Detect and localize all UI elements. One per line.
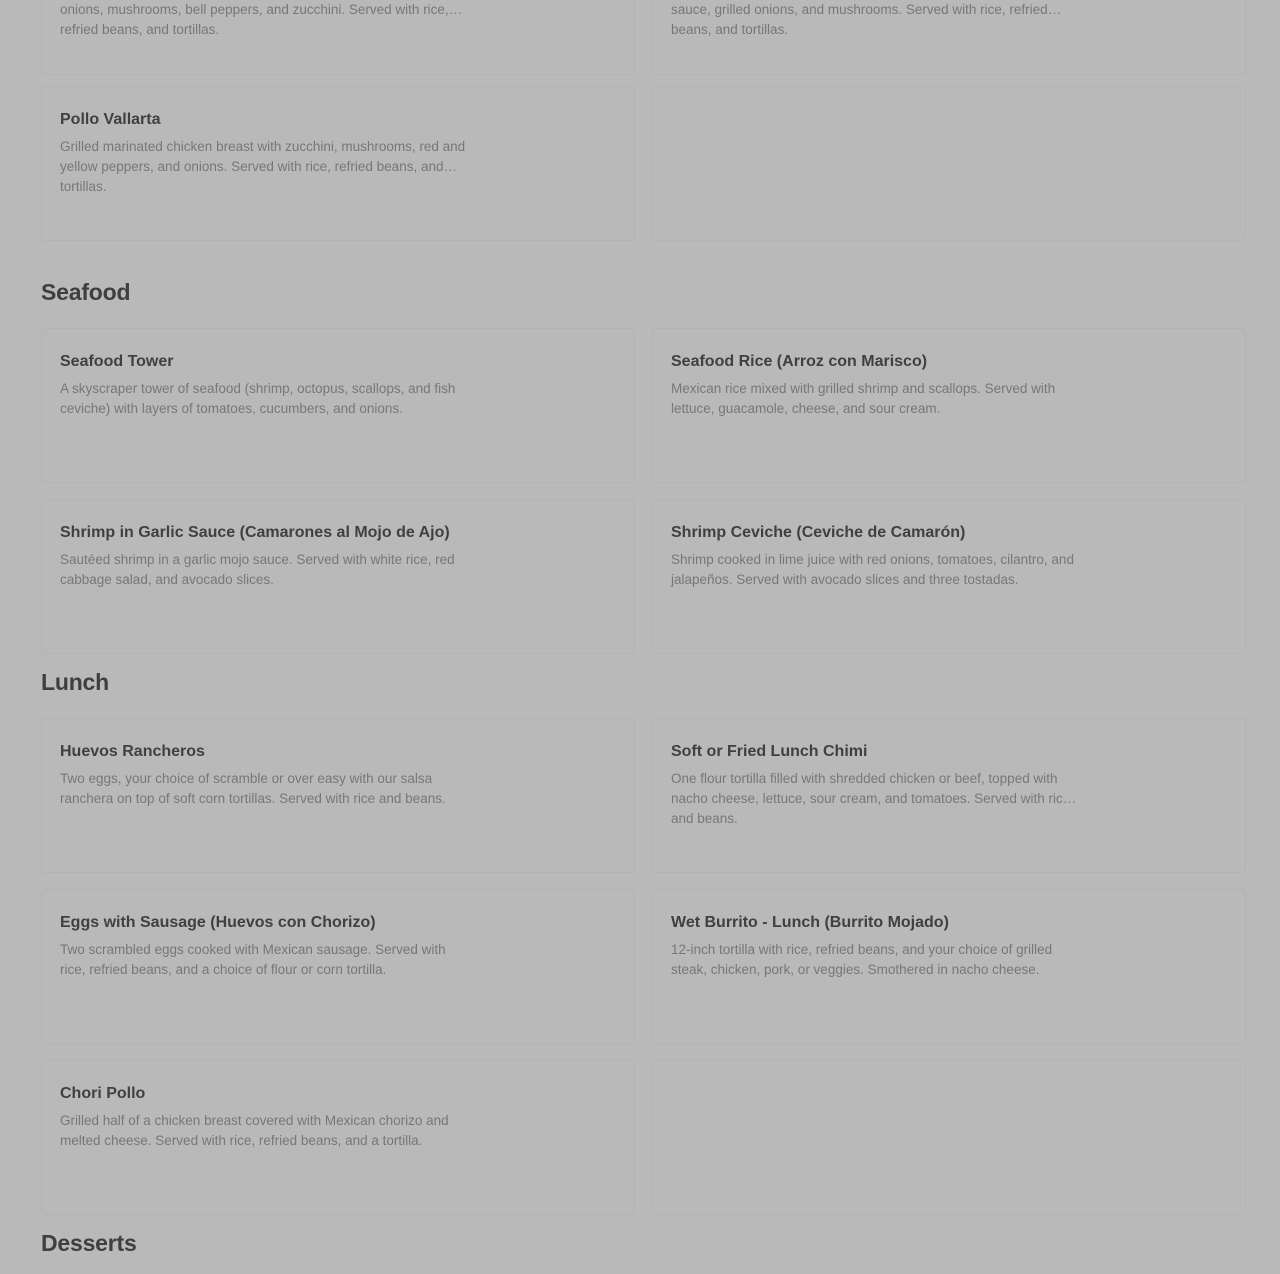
empty-card-slot — [652, 86, 1246, 241]
menu-item-description: Two eggs, your choice of scramble or over easy with our salsa ranchera on top of soft corn tortillas. Served with rice and beans. — [60, 771, 446, 806]
menu-item-name: Shrimp in Garlic Sauce (Camarones al Mojo de Ajo) — [60, 524, 450, 541]
menu-item-card-shrimp-garlic-sauce[interactable] — [41, 499, 635, 654]
menu-item-name: Huevos Rancheros — [60, 743, 205, 760]
menu-item-card-pollo-vallarta[interactable] — [41, 86, 635, 241]
menu-item-description: Grilled half of a chicken breast covered with Mexican chorizo and melted cheese. Served with rice, refried beans, and a tortilla. — [60, 1113, 449, 1148]
section-title-seafood: Seafood — [41, 279, 131, 305]
menu-item-description: Mexican rice mixed with grilled shrimp and scallops. Served with lettuce, guacamole, cheese, and sour cream. — [671, 381, 1056, 416]
menu-item-description: onions, mushrooms, bell peppers, and zucchini. Served with rice, refried beans, and tortillas. — [60, 2, 449, 37]
menu-item-card-huevos-con-chorizo[interactable] — [41, 889, 635, 1044]
menu-item-name: Wet Burrito - Lunch (Burrito Mojado) — [671, 914, 949, 931]
menu-item-card-chori-pollo[interactable] — [41, 1060, 635, 1215]
menu-item-description: Grilled marinated chicken breast with zucchini, mushrooms, red and yellow peppers, and onions. Served with rice, refried beans, and tortillas. — [60, 139, 466, 194]
menu-item-name: Eggs with Sausage (Huevos con Chorizo) — [60, 914, 376, 931]
menu-item-description: Shrimp cooked in lime juice with red onions, tomatoes, cilantro, and jalapeños. Served with avocado slices and three tostadas. — [671, 552, 1074, 587]
menu-item-card-wet-burrito[interactable] — [652, 889, 1246, 1044]
menu-item-description: Two scrambled eggs cooked with Mexican sausage. Served with rice, refried beans, and a choice of flour or corn tortilla. — [60, 942, 446, 977]
menu-item-description: A skyscraper tower of seafood (shrimp, octopus, scallops, and fish ceviche) with layers of tomatoes, cucumbers, and onions. — [60, 381, 456, 416]
menu-item-description: sauce, grilled onions, and mushrooms. Served with rice, refried beans, and tortillas. — [671, 2, 1048, 37]
menu-item-description: One flour tortilla filled with shredded chicken or beef, topped with nacho cheese, lettuce, sour cream, and tomatoes. Served with rice and beans. — [671, 771, 1071, 826]
menu-item-card[interactable] — [41, 0, 635, 75]
menu-item-description: 12-inch tortilla with rice, refried beans, and your choice of grilled steak, chicken, pork, or veggies. Smothered in nacho cheese. — [671, 942, 1053, 977]
menu-item-card-seafood-rice[interactable] — [652, 328, 1246, 483]
menu-item-name: Seafood Rice (Arroz con Marisco) — [671, 353, 928, 370]
empty-card-slot — [652, 1060, 1246, 1215]
menu-item-card-shrimp-ceviche[interactable] — [652, 499, 1246, 654]
menu-item-description: Sautéed shrimp in a garlic mojo sauce. Served with white rice, red cabbage salad, and avocado slices. — [60, 552, 455, 587]
menu-item-name: Chori Pollo — [60, 1085, 146, 1102]
section-title-desserts: Desserts — [41, 1230, 137, 1256]
menu-item-card-lunch-chimi[interactable] — [652, 718, 1246, 873]
menu-item-name: Seafood Tower — [60, 353, 174, 370]
menu-item-name: Shrimp Ceviche (Ceviche de Camarón) — [671, 524, 966, 541]
menu-item-card[interactable] — [652, 0, 1246, 75]
menu-item-name: Pollo Vallarta — [60, 111, 161, 128]
section-title-lunch: Lunch — [41, 669, 109, 695]
menu-item-card-huevos-rancheros[interactable] — [41, 718, 635, 873]
menu-item-card-seafood-tower[interactable] — [41, 328, 635, 483]
menu-item-name: Soft or Fried Lunch Chimi — [671, 743, 868, 760]
